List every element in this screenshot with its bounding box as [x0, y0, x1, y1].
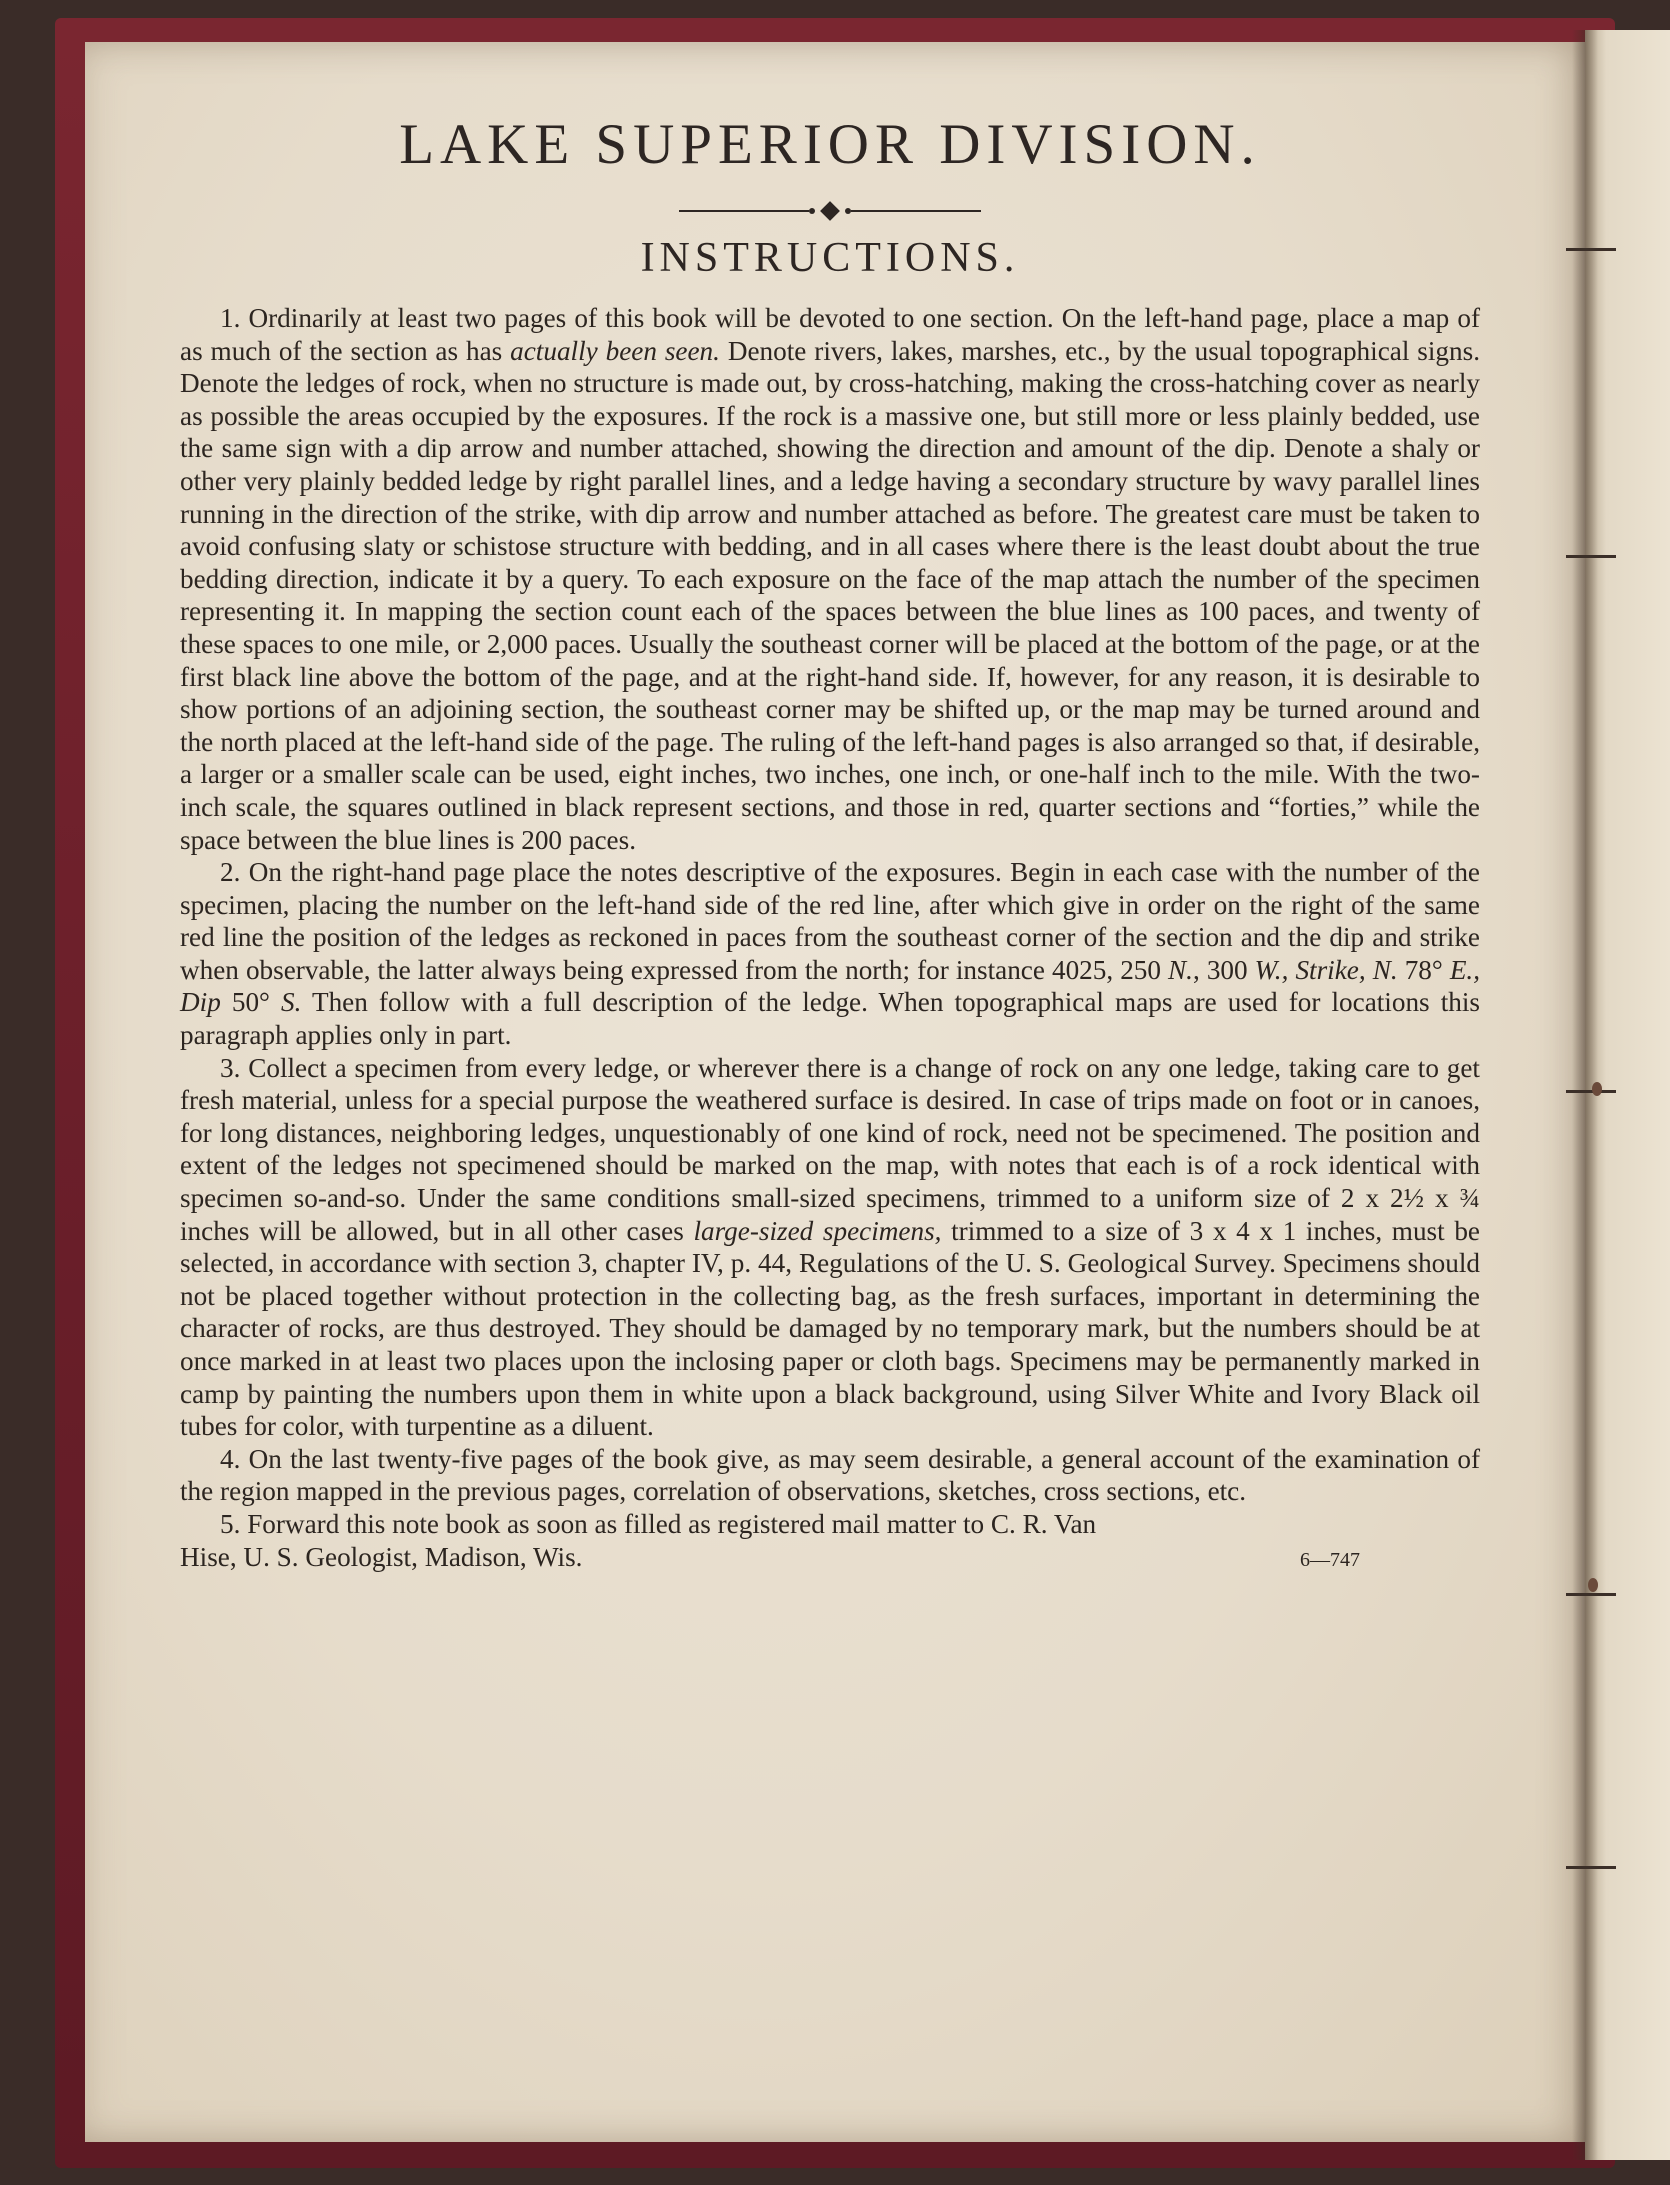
instruction-paragraph-1 — [180, 302, 1480, 856]
binding-stitch — [1566, 1593, 1616, 1596]
paragraph-text: 3. Collect a specimen from every ledge, or wherever there is a change of rock on any one ledge, taking care to get fresh material, unless for a special purpose the weathered surface is desired. In case of trips made on foot or in canoes, for long distances, neighboring ledges, unquestionably of one kind of rock, need not be specimened. The position and extent of the ledges not specimened should be marked on the map, with notes that each is of a rock identical with specimen so-and-so. Under the same conditions small-sized specimens, trimmed to a uniform size of 2 x 2½ x ¾ inches will be allowed, but in all other cases — [180, 1052, 1480, 1246]
division-title: LAKE SUPERIOR DIVISION. — [399, 113, 1261, 176]
paragraph-text: 78° — [1397, 954, 1450, 985]
paragraph-text: 50° — [220, 987, 281, 1018]
ornament-divider — [180, 204, 1480, 218]
instruction-paragraph-5-line-2: Hise, U. S. Geologist, Madison, Wis. — [180, 1541, 583, 1572]
paragraph-emphasis: S. — [281, 987, 302, 1018]
page-footer — [180, 1541, 1480, 1577]
paragraph-emphasis: actually been seen. — [510, 335, 720, 366]
paragraph-emphasis: N. — [1168, 954, 1193, 985]
paragraph-text: 1. Ordinarily at least two pages of this book will be devoted to one section. On the left-hand page, place a map of as much of the section as has — [180, 303, 1480, 366]
binding-stitch — [1566, 555, 1616, 558]
binding-thread — [1588, 1578, 1598, 1592]
paragraph-emphasis: W., Strike, N. — [1254, 954, 1398, 985]
binding-stitch — [1566, 1866, 1616, 1869]
divider-rule — [851, 210, 981, 212]
divider-rule — [679, 210, 809, 212]
paragraph-text: trimmed to a size of 3 x 4 x 1 inches, must be selected, in accordance with section 3, chapter IV, p. 44, Regulations of the U. S. Geological Survey. Specimens should not be placed together without protection in the collecting bag, as the fresh surfaces, important in determining the character of rocks, are thus destroyed. They should be damaged by no temporary mark, but the numbers should be at once marked in at least two places upon the inclosing paper or cloth bags. Specimens may be permanently marked in camp by painting the numbers upon them in white upon a black background, using Silver White and Ivory Black oil tubes for color, with turpentine as a diluent. — [180, 1215, 1480, 1442]
page-content — [180, 110, 1480, 1576]
paragraph-text: , 300 — [1192, 954, 1255, 985]
form-number: 6—747 — [1300, 1548, 1360, 1571]
divider-diamond — [820, 201, 840, 221]
paragraph-text: Denote rivers, lakes, marshes, etc., by the usual topographical signs. Denote the ledges of rock, when no structure is made out, by cross-hatching, making the cross-hatching cover as nearly as possible the areas occupied by the exposures. If the rock is a massive one, but still more or less plainly bedded, use the same sign with a dip arrow and number attached, showing the direction and amount of the dip. Denote a shaly or other very plainly bedded ledge by right parallel lines, and a ledge having a secondary structure by wavy parallel lines running in the direction of the strike, with dip arrow and number attached as before. The greatest care must be taken to avoid confusing slaty or schistose structure with bedding, and in all cases where there is the least doubt about the true bedding direction, indicate it by a query. To each exposure on the face of the map attach the number of the specimen representing it. In mapping the section count each of the spaces between the blue lines as 100 paces, and twenty of these spaces to one mile, or 2,000 paces. Usually the southeast corner will be placed at the bottom of the page, or at the first black line above the bottom of the page, and at the right-hand side. If, however, for any reason, it is desirable to show portions of an adjoining section, the southeast corner may be shifted up, or the map may be turned around and the north placed at the left-hand side of the page. The ruling of the left-hand pages is also arranged so that, if desirable, a larger or a smaller scale can be used, eight inches, two inches, one inch, or one-half inch to the mile. With the two-inch scale, the squares outlined in black represent sections, and those in red, quarter sections and “forties,” while the space between the blue lines is 200 paces. — [180, 335, 1480, 855]
instruction-paragraph-3 — [180, 1052, 1480, 1443]
binding-stitch — [1566, 248, 1616, 251]
paragraph-text: Then follow with a full description of the ledge. When topographical maps are used for locations this paragraph applies only in part. — [180, 987, 1480, 1051]
instruction-paragraph-2 — [180, 856, 1480, 1052]
binding-stitch — [1566, 1090, 1616, 1093]
paragraph-text: 2. On the right-hand page place the notes descriptive of the exposures. Begin in each case with the number of the specimen, placing the number on the left-hand side of the red line, after which give in order on the right of the same red line the position of the ledges as reckoned in paces from the southeast corner of the section and the dip and strike when observable, the latter always being expressed from the north; for instance 4025, 250 — [180, 857, 1480, 985]
paragraph-emphasis: large-sized specimens, — [693, 1215, 942, 1246]
binding-thread — [1592, 1082, 1602, 1096]
divider-dot — [809, 208, 815, 214]
instructions-heading: INSTRUCTIONS. — [640, 235, 1020, 281]
paragraph-emphasis: E., Dip — [180, 954, 1481, 1018]
instruction-paragraph-4: 4. On the last twenty-five pages of the book give, as may seem desirable, a general account of the examination of the region mapped in the previous pages, correlation of observations, sketches, cross sections, etc. — [180, 1443, 1480, 1507]
instruction-paragraph-5-line-1: 5. Forward this note book as soon as filled as registered mail matter to C. R. Van — [220, 1508, 1097, 1539]
